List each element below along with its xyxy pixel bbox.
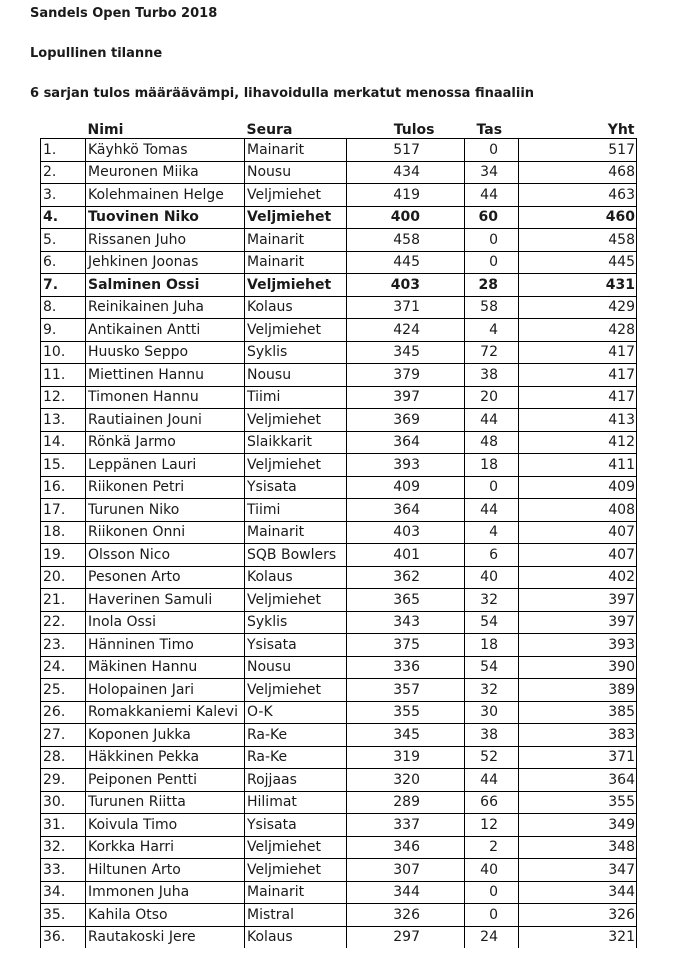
table-row — [41, 679, 637, 702]
table-row — [41, 566, 637, 589]
cell-rank: 28. — [41, 746, 86, 769]
table-row — [41, 476, 637, 499]
cell-tas: 40 — [465, 566, 519, 589]
cell-name: Korkka Harri — [86, 836, 245, 859]
cell-club: Mainarit — [245, 229, 347, 252]
cell-total: 417 — [519, 386, 637, 409]
cell-name: Holopainen Jari — [86, 679, 245, 702]
cell-rank: 35. — [41, 904, 86, 927]
cell-score: 369 — [347, 409, 465, 432]
cell-rank: 15. — [41, 454, 86, 477]
cell-total: 407 — [519, 521, 637, 544]
cell-score: 336 — [347, 656, 465, 679]
cell-total: 409 — [519, 476, 637, 499]
cell-rank: 25. — [41, 679, 86, 702]
cell-club: Mainarit — [245, 139, 347, 162]
cell-total: 445 — [519, 251, 637, 274]
cell-score: 364 — [347, 499, 465, 522]
cell-tas: 30 — [465, 701, 519, 724]
cell-name: Turunen Niko — [86, 499, 245, 522]
cell-tas: 38 — [465, 724, 519, 747]
header-rank — [41, 116, 86, 139]
cell-score: 445 — [347, 251, 465, 274]
table-row — [41, 229, 637, 252]
cell-total: 389 — [519, 679, 637, 702]
page-subtitle: Lopullinen tilanne — [30, 46, 163, 61]
cell-score: 357 — [347, 679, 465, 702]
table-row — [41, 746, 637, 769]
cell-rank: 10. — [41, 341, 86, 364]
cell-name: Jehkinen Joonas — [86, 251, 245, 274]
cell-name: Turunen Riitta — [86, 791, 245, 814]
header-club: Seura — [245, 116, 347, 139]
cell-rank: 30. — [41, 791, 86, 814]
cell-rank: 22. — [41, 611, 86, 634]
table-row — [41, 296, 637, 319]
cell-rank: 17. — [41, 499, 86, 522]
cell-total: 349 — [519, 814, 637, 837]
cell-tas: 44 — [465, 409, 519, 432]
cell-tas: 66 — [465, 791, 519, 814]
cell-club: Tiimi — [245, 386, 347, 409]
cell-total: 412 — [519, 431, 637, 454]
table-row — [41, 139, 637, 162]
cell-name: Romakkaniemi Kalevi — [86, 701, 245, 724]
table-row — [41, 836, 637, 859]
header-score: Tulos — [347, 116, 465, 139]
cell-rank: 32. — [41, 836, 86, 859]
cell-tas: 0 — [465, 229, 519, 252]
cell-total: 397 — [519, 589, 637, 612]
cell-club: Ysisata — [245, 476, 347, 499]
header-name: Nimi — [86, 116, 245, 139]
cell-rank: 34. — [41, 881, 86, 904]
cell-score: 375 — [347, 634, 465, 657]
results-table — [40, 116, 637, 948]
table-row — [41, 589, 637, 612]
cell-tas: 0 — [465, 904, 519, 927]
cell-club: Veljmiehet — [245, 274, 347, 297]
cell-name: Riikonen Onni — [86, 521, 245, 544]
cell-tas: 18 — [465, 454, 519, 477]
cell-club: Ysisata — [245, 814, 347, 837]
cell-rank: 33. — [41, 859, 86, 882]
cell-tas: 4 — [465, 521, 519, 544]
cell-club: Veljmiehet — [245, 589, 347, 612]
cell-rank: 29. — [41, 769, 86, 792]
cell-score: 401 — [347, 544, 465, 567]
cell-rank: 36. — [41, 926, 86, 948]
cell-name: Kahila Otso — [86, 904, 245, 927]
cell-rank: 23. — [41, 634, 86, 657]
cell-rank: 8. — [41, 296, 86, 319]
cell-club: Nousu — [245, 161, 347, 184]
cell-name: Inola Ossi — [86, 611, 245, 634]
cell-rank: 26. — [41, 701, 86, 724]
cell-total: 417 — [519, 364, 637, 387]
cell-tas: 34 — [465, 161, 519, 184]
cell-score: 371 — [347, 296, 465, 319]
header-tas: Tas — [465, 116, 519, 139]
cell-total: 408 — [519, 499, 637, 522]
cell-club: Ysisata — [245, 634, 347, 657]
table-row — [41, 521, 637, 544]
cell-club: Veljmiehet — [245, 409, 347, 432]
cell-score: 355 — [347, 701, 465, 724]
cell-club: Rojjaas — [245, 769, 347, 792]
cell-tas: 4 — [465, 319, 519, 342]
cell-club: Veljmiehet — [245, 206, 347, 229]
table-row — [41, 364, 637, 387]
cell-score: 345 — [347, 341, 465, 364]
cell-club: Mainarit — [245, 251, 347, 274]
cell-tas: 54 — [465, 611, 519, 634]
cell-total: 463 — [519, 184, 637, 207]
cell-total: 458 — [519, 229, 637, 252]
table-row — [41, 386, 637, 409]
table-row — [41, 319, 637, 342]
cell-club: Syklis — [245, 341, 347, 364]
cell-tas: 58 — [465, 296, 519, 319]
cell-rank: 9. — [41, 319, 86, 342]
cell-rank: 4. — [41, 206, 86, 229]
cell-name: Haverinen Samuli — [86, 589, 245, 612]
cell-tas: 60 — [465, 206, 519, 229]
cell-rank: 3. — [41, 184, 86, 207]
cell-club: Slaikkarit — [245, 431, 347, 454]
cell-club: Veljmiehet — [245, 836, 347, 859]
cell-score: 379 — [347, 364, 465, 387]
cell-rank: 6. — [41, 251, 86, 274]
cell-score: 517 — [347, 139, 465, 162]
cell-total: 385 — [519, 701, 637, 724]
cell-tas: 44 — [465, 769, 519, 792]
cell-rank: 12. — [41, 386, 86, 409]
header-total: Yht — [519, 116, 637, 139]
cell-total: 364 — [519, 769, 637, 792]
cell-club: Mainarit — [245, 521, 347, 544]
table-row — [41, 161, 637, 184]
cell-total: 402 — [519, 566, 637, 589]
cell-rank: 19. — [41, 544, 86, 567]
results-table-header — [41, 116, 637, 139]
cell-score: 403 — [347, 521, 465, 544]
cell-name: Rautakoski Jere — [86, 926, 245, 948]
cell-rank: 31. — [41, 814, 86, 837]
cell-total: 397 — [519, 611, 637, 634]
cell-club: Ra-Ke — [245, 746, 347, 769]
cell-rank: 21. — [41, 589, 86, 612]
cell-tas: 0 — [465, 476, 519, 499]
cell-total: 417 — [519, 341, 637, 364]
cell-name: Miettinen Hannu — [86, 364, 245, 387]
table-row — [41, 611, 637, 634]
cell-score: 458 — [347, 229, 465, 252]
cell-score: 345 — [347, 724, 465, 747]
page-note: 6 sarjan tulos määräävämpi, lihavoidulla merkatut menossa finaaliin — [30, 86, 535, 101]
cell-score: 337 — [347, 814, 465, 837]
cell-total: 348 — [519, 836, 637, 859]
cell-rank: 5. — [41, 229, 86, 252]
cell-club: Kolaus — [245, 926, 347, 948]
cell-name: Koponen Jukka — [86, 724, 245, 747]
cell-rank: 13. — [41, 409, 86, 432]
cell-tas: 44 — [465, 499, 519, 522]
table-row — [41, 634, 637, 657]
cell-tas: 20 — [465, 386, 519, 409]
cell-score: 400 — [347, 206, 465, 229]
cell-name: Pesonen Arto — [86, 566, 245, 589]
cell-tas: 54 — [465, 656, 519, 679]
cell-score: 319 — [347, 746, 465, 769]
cell-tas: 0 — [465, 139, 519, 162]
cell-name: Kolehmainen Helge — [86, 184, 245, 207]
cell-tas: 32 — [465, 679, 519, 702]
cell-total: 431 — [519, 274, 637, 297]
cell-tas: 44 — [465, 184, 519, 207]
cell-club: Veljmiehet — [245, 454, 347, 477]
cell-rank: 27. — [41, 724, 86, 747]
cell-total: 390 — [519, 656, 637, 679]
cell-total: 460 — [519, 206, 637, 229]
cell-name: Mäkinen Hannu — [86, 656, 245, 679]
cell-score: 364 — [347, 431, 465, 454]
cell-name: Hänninen Timo — [86, 634, 245, 657]
cell-name: Riikonen Petri — [86, 476, 245, 499]
cell-total: 326 — [519, 904, 637, 927]
cell-club: Mistral — [245, 904, 347, 927]
cell-score: 409 — [347, 476, 465, 499]
cell-club: Hilimat — [245, 791, 347, 814]
cell-total: 383 — [519, 724, 637, 747]
cell-tas: 0 — [465, 881, 519, 904]
cell-rank: 16. — [41, 476, 86, 499]
cell-name: Rissanen Juho — [86, 229, 245, 252]
table-row — [41, 814, 637, 837]
cell-tas: 48 — [465, 431, 519, 454]
cell-name: Häkkinen Pekka — [86, 746, 245, 769]
cell-name: Peiponen Pentti — [86, 769, 245, 792]
cell-name: Rönkä Jarmo — [86, 431, 245, 454]
cell-total: 468 — [519, 161, 637, 184]
cell-club: Kolaus — [245, 566, 347, 589]
cell-rank: 14. — [41, 431, 86, 454]
cell-club: Veljmiehet — [245, 184, 347, 207]
cell-rank: 18. — [41, 521, 86, 544]
cell-club: O-K — [245, 701, 347, 724]
cell-score: 393 — [347, 454, 465, 477]
table-row — [41, 791, 637, 814]
cell-name: Immonen Juha — [86, 881, 245, 904]
table-row — [41, 701, 637, 724]
table-row — [41, 881, 637, 904]
table-row — [41, 206, 637, 229]
cell-score: 297 — [347, 926, 465, 948]
cell-score: 434 — [347, 161, 465, 184]
cell-tas: 38 — [465, 364, 519, 387]
cell-tas: 72 — [465, 341, 519, 364]
cell-tas: 32 — [465, 589, 519, 612]
table-row — [41, 926, 637, 948]
table-row — [41, 656, 637, 679]
cell-club: Nousu — [245, 364, 347, 387]
table-row — [41, 724, 637, 747]
cell-tas: 24 — [465, 926, 519, 948]
cell-name: Käyhkö Tomas — [86, 139, 245, 162]
cell-club: Kolaus — [245, 296, 347, 319]
cell-score: 397 — [347, 386, 465, 409]
cell-club: Nousu — [245, 656, 347, 679]
cell-total: 344 — [519, 881, 637, 904]
cell-score: 320 — [347, 769, 465, 792]
table-row — [41, 454, 637, 477]
cell-name: Rautiainen Jouni — [86, 409, 245, 432]
cell-rank: 11. — [41, 364, 86, 387]
cell-name: Timonen Hannu — [86, 386, 245, 409]
cell-club: Mainarit — [245, 881, 347, 904]
cell-tas: 40 — [465, 859, 519, 882]
cell-total: 371 — [519, 746, 637, 769]
cell-score: 326 — [347, 904, 465, 927]
cell-score: 403 — [347, 274, 465, 297]
cell-score: 307 — [347, 859, 465, 882]
cell-name: Reinikainen Juha — [86, 296, 245, 319]
cell-total: 355 — [519, 791, 637, 814]
cell-tas: 6 — [465, 544, 519, 567]
cell-total: 413 — [519, 409, 637, 432]
cell-score: 289 — [347, 791, 465, 814]
cell-score: 343 — [347, 611, 465, 634]
table-row — [41, 859, 637, 882]
results-table-body — [41, 139, 637, 949]
cell-tas: 18 — [465, 634, 519, 657]
cell-rank: 7. — [41, 274, 86, 297]
cell-club: Veljmiehet — [245, 319, 347, 342]
cell-score: 346 — [347, 836, 465, 859]
cell-name: Tuovinen Niko — [86, 206, 245, 229]
cell-score: 365 — [347, 589, 465, 612]
table-row — [41, 409, 637, 432]
table-row — [41, 341, 637, 364]
table-row — [41, 904, 637, 927]
table-row — [41, 544, 637, 567]
cell-score: 362 — [347, 566, 465, 589]
table-row — [41, 431, 637, 454]
cell-name: Salminen Ossi — [86, 274, 245, 297]
cell-total: 321 — [519, 926, 637, 948]
cell-tas: 2 — [465, 836, 519, 859]
cell-name: Huusko Seppo — [86, 341, 245, 364]
cell-club: Veljmiehet — [245, 859, 347, 882]
cell-score: 419 — [347, 184, 465, 207]
table-row — [41, 251, 637, 274]
cell-rank: 2. — [41, 161, 86, 184]
cell-total: 347 — [519, 859, 637, 882]
cell-club: SQB Bowlers — [245, 544, 347, 567]
cell-name: Meuronen Miika — [86, 161, 245, 184]
cell-total: 411 — [519, 454, 637, 477]
cell-tas: 28 — [465, 274, 519, 297]
cell-club: Syklis — [245, 611, 347, 634]
cell-score: 424 — [347, 319, 465, 342]
cell-tas: 0 — [465, 251, 519, 274]
cell-club: Veljmiehet — [245, 679, 347, 702]
page-title: Sandels Open Turbo 2018 — [30, 6, 218, 21]
cell-total: 429 — [519, 296, 637, 319]
cell-rank: 1. — [41, 139, 86, 162]
cell-total: 428 — [519, 319, 637, 342]
cell-name: Koivula Timo — [86, 814, 245, 837]
cell-club: Tiimi — [245, 499, 347, 522]
cell-total: 517 — [519, 139, 637, 162]
header-row — [41, 116, 637, 139]
cell-tas: 52 — [465, 746, 519, 769]
cell-total: 407 — [519, 544, 637, 567]
cell-name: Hiltunen Arto — [86, 859, 245, 882]
table-row — [41, 499, 637, 522]
cell-name: Olsson Nico — [86, 544, 245, 567]
cell-score: 344 — [347, 881, 465, 904]
table-row — [41, 769, 637, 792]
cell-rank: 24. — [41, 656, 86, 679]
table-row — [41, 184, 637, 207]
cell-name: Antikainen Antti — [86, 319, 245, 342]
cell-name: Leppänen Lauri — [86, 454, 245, 477]
cell-total: 393 — [519, 634, 637, 657]
table-row — [41, 274, 637, 297]
cell-club: Ra-Ke — [245, 724, 347, 747]
cell-rank: 20. — [41, 566, 86, 589]
cell-tas: 12 — [465, 814, 519, 837]
